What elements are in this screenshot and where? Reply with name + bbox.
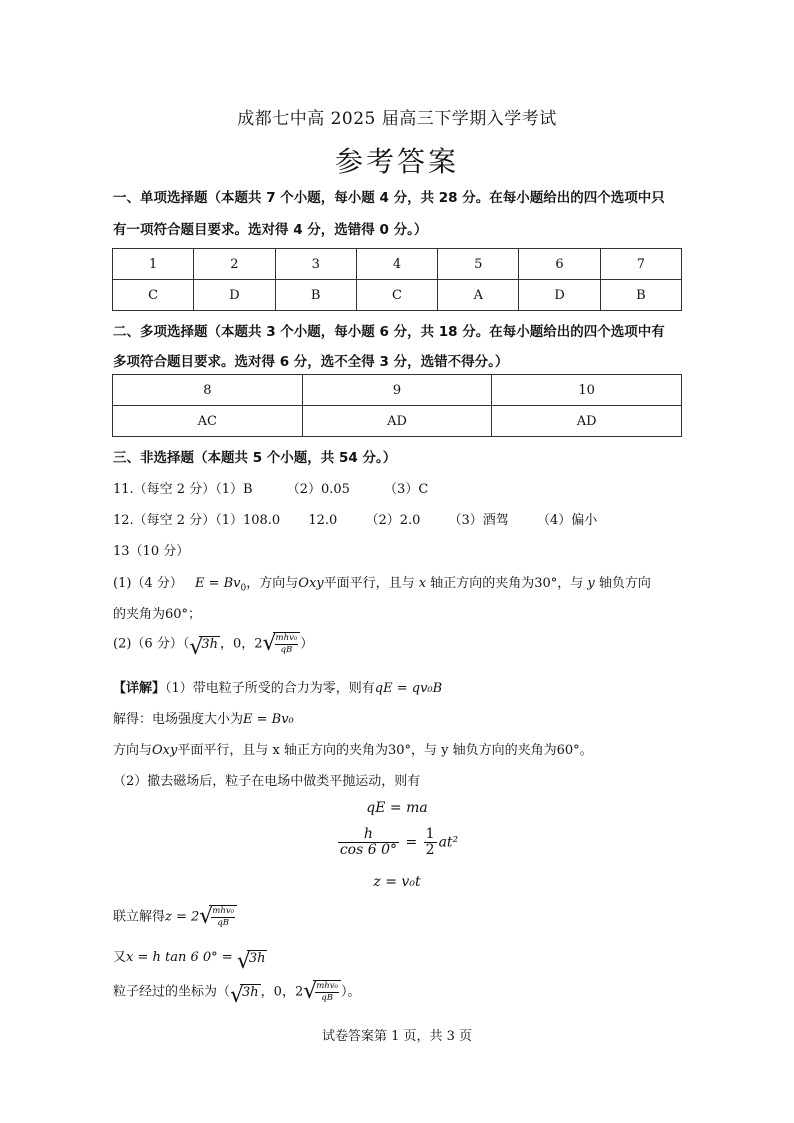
table-cell: 3 bbox=[275, 249, 356, 280]
table-cell: 1 bbox=[113, 249, 194, 280]
section1-intro-line1: 一、单项选择题（本题共 7 个小题，每小题 4 分，共 28 分。在每小题给出的四个选项中只 bbox=[113, 190, 665, 206]
q11-part3: （3）C bbox=[384, 482, 429, 497]
section2-intro-line2: 多项符合题目要求。选对得 6 分，选不全得 3 分，选错不得分。） bbox=[113, 354, 509, 370]
table-cell: D bbox=[519, 280, 600, 311]
q12-part2: （2）2.0 bbox=[365, 513, 421, 528]
table-cell: 9 bbox=[302, 375, 492, 406]
solve-equation: E = Bv₀ bbox=[243, 712, 294, 727]
fraction-denominator: cos 6 0° bbox=[339, 842, 397, 858]
direction-text: 平面平行，且与 x 轴正方向的夹角为30°，与 y 轴负方向的夹角为60°。 bbox=[177, 743, 593, 758]
fraction-numerator: mhv₀ bbox=[275, 633, 298, 643]
q13-heading: 13（10 分） bbox=[113, 544, 190, 559]
join-text: 联立解得 bbox=[113, 909, 166, 925]
fraction-numerator: h bbox=[338, 827, 399, 843]
x-equation: x = h tan 6 0° = bbox=[126, 950, 237, 965]
q11-part1: 11.（每空 2 分）（1）B bbox=[113, 482, 253, 497]
q13-part1-plane: Oxy bbox=[298, 576, 324, 591]
single-choice-answer-table bbox=[112, 248, 682, 311]
equals-sign: = bbox=[401, 834, 422, 851]
q12-part1: 12.（每空 2 分）（1）108.0 bbox=[113, 513, 281, 528]
detail-equation: qE = qv₀B bbox=[374, 681, 443, 696]
coordinate-result-line: 粒子经过的坐标为（ √ 3h ，0，2 √ $\frac{\text{mhv₀}}{qB}$ ）。 bbox=[113, 979, 361, 1008]
q13-part1-text: 轴负方向 bbox=[594, 576, 651, 591]
table-cell: 7 bbox=[600, 249, 681, 280]
q13-part1-prefix: (1)（4 分） bbox=[113, 576, 183, 591]
table-cell: AD bbox=[302, 406, 492, 437]
equation-displacement bbox=[0, 827, 794, 858]
table-cell: D bbox=[194, 280, 275, 311]
multiple-choice-answer-table bbox=[112, 374, 682, 437]
table-cell: B bbox=[600, 280, 681, 311]
sqrt-3h: 3h bbox=[242, 985, 259, 1000]
fraction-denominator: qB bbox=[280, 645, 293, 655]
q13-part1-x: x bbox=[418, 576, 427, 591]
fraction-denominator: 2 bbox=[425, 842, 435, 858]
table-cell: 8 bbox=[113, 375, 303, 406]
q13-part1-text: ，方向与 bbox=[246, 576, 299, 591]
x-coordinate-line: 又x = h tan 6 0° = √ 3h bbox=[113, 948, 266, 974]
table-row-answers bbox=[113, 280, 682, 311]
page-footer: 试卷答案第 1 页，共 3 页 bbox=[321, 1029, 473, 1044]
sqrt-3h: 3h bbox=[248, 950, 266, 966]
coord-mid: ，0，2 bbox=[260, 984, 304, 1000]
q12-part1b: 12.0 bbox=[308, 513, 338, 528]
table-cell: C bbox=[356, 280, 437, 311]
fraction-denominator: qB bbox=[321, 993, 333, 1003]
equation-z: z = v₀t bbox=[373, 874, 421, 890]
solve-line bbox=[113, 708, 294, 727]
equation-qE-ma: qE = ma bbox=[366, 800, 428, 816]
page-title: 成都七中高 2025 届高三下学期入学考试 bbox=[237, 109, 557, 129]
table-cell: 5 bbox=[438, 249, 519, 280]
table-cell: 10 bbox=[492, 375, 682, 406]
also-text: 又 bbox=[113, 950, 127, 965]
table-cell: AD bbox=[492, 406, 682, 437]
table-cell: B bbox=[275, 280, 356, 311]
q11-part2: （2）0.05 bbox=[286, 482, 350, 497]
direction-plane: Oxy bbox=[152, 743, 178, 758]
q13-part1-line1: (1)（4 分） $E = Bv_0$，方向与Oxy平面平行，且与 x 轴正方向的夹角为30°，与 y 轴负方向 bbox=[113, 576, 651, 594]
detail-text: （1）带电粒子所受的合力为零，则有 bbox=[165, 681, 375, 696]
coord-text: 粒子经过的坐标为（ bbox=[113, 984, 231, 1000]
q13-part1-eq-var: E bbox=[194, 576, 205, 591]
q13-part1-text: 平面平行，且与 bbox=[323, 576, 419, 591]
table-cell: A bbox=[438, 280, 519, 311]
fraction-numerator: 1 bbox=[425, 826, 435, 842]
page-subtitle: 参考答案 bbox=[334, 145, 459, 178]
sqrt-3h: 3h bbox=[201, 637, 218, 652]
q13-part2-prefix: (2)（6 分）（ bbox=[113, 636, 190, 652]
q13-part1-eq: = Bv bbox=[204, 576, 241, 591]
detail-tag: 【详解】 bbox=[113, 681, 166, 696]
fraction-numerator: mhv₀ bbox=[316, 981, 338, 991]
fraction-denominator: qB bbox=[217, 918, 230, 928]
table-cell: 6 bbox=[519, 249, 600, 280]
table-cell: C bbox=[113, 280, 194, 311]
direction-text: 方向与 bbox=[113, 743, 153, 758]
section2-intro-line1: 二、多项选择题（本题共 3 个小题，每小题 6 分，共 18 分。在每小题给出的四个选项中有 bbox=[113, 324, 665, 340]
table-row-answers bbox=[113, 406, 682, 437]
direction-line bbox=[113, 739, 593, 758]
table-cell: 2 bbox=[194, 249, 275, 280]
q12-part4: （4）偏小 bbox=[536, 513, 598, 528]
q13-part2-end: ） bbox=[300, 636, 314, 652]
coord-end: ）。 bbox=[340, 984, 361, 1000]
join-equation: z = 2 bbox=[165, 909, 200, 925]
equation-term: at² bbox=[438, 834, 459, 851]
q12-answer-line bbox=[113, 509, 597, 528]
detail-line1 bbox=[113, 677, 442, 696]
q11-answer-line bbox=[113, 478, 428, 497]
table-row-question-numbers bbox=[113, 249, 682, 280]
table-cell: 4 bbox=[356, 249, 437, 280]
part2-intro: （2）撤去磁场后，粒子在电场中做类平抛运动，则有 bbox=[113, 774, 421, 789]
section1-intro-line2: 有一项符合题目要求。选对得 4 分，选错得 0 分。） bbox=[113, 222, 428, 238]
q13-part2-answer: (2)（6 分）（ √ 3h ，0，2 √ $\frac{\text{mhv₀}}{qB}$ ） bbox=[113, 631, 314, 660]
q13-part1-line2: 的夹角为60°； bbox=[113, 607, 202, 622]
q12-part3: （3）酒驾 bbox=[448, 513, 509, 528]
table-cell: AC bbox=[113, 406, 303, 437]
fraction-numerator: mhv₀ bbox=[212, 906, 235, 916]
table-row-question-numbers bbox=[113, 375, 682, 406]
section3-heading: 三、非选择题（本题共 5 个小题，共 54 分。） bbox=[113, 450, 397, 466]
q13-part1-text: 轴正方向的夹角为30°，与 bbox=[426, 576, 588, 591]
q13-part1-y: y bbox=[587, 576, 595, 591]
q13-part2-mid: ，0，2 bbox=[219, 636, 263, 652]
solve-text: 解得：电场强度大小为 bbox=[113, 712, 244, 727]
join-solve-line: 联立解得z = 2 √ $\frac{\text{mhv₀}}{qB}$ bbox=[113, 905, 237, 929]
